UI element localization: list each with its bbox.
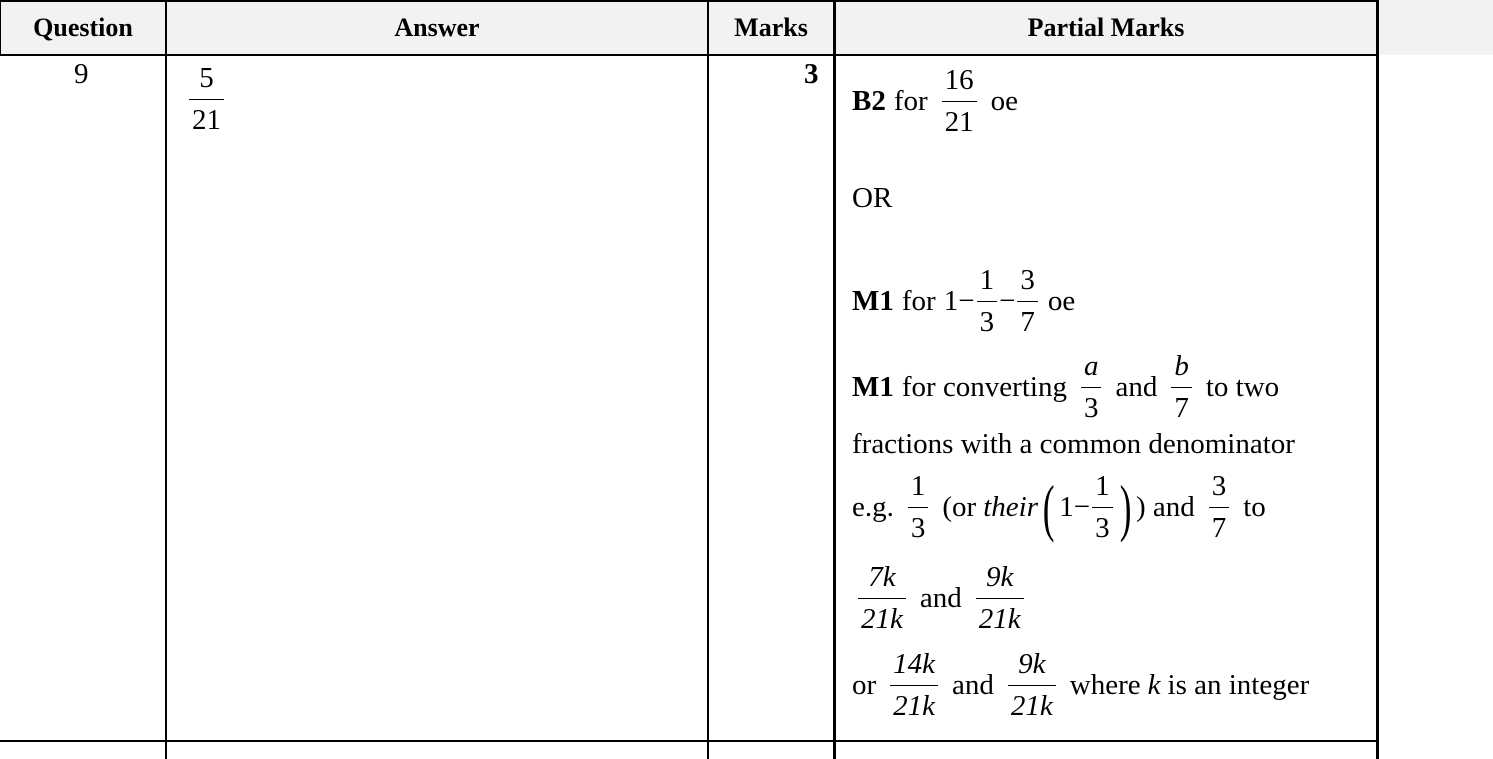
answer-fraction (189, 64, 224, 135)
m1b-f1-num: a (1083, 350, 1099, 382)
k-f1-num: 7k (868, 561, 896, 593)
m1b-f2-num: b (1174, 350, 1189, 382)
eg-fraction-2 (1209, 472, 1230, 543)
col-divider-3 (833, 0, 836, 759)
m1b-f2-den: 7 (1171, 387, 1192, 423)
row-bottom-border (0, 740, 1378, 742)
k-f1-den: 21k (858, 598, 906, 634)
partial-m1b-or-line (852, 650, 1309, 721)
eg-f1-num: 1 (910, 470, 926, 502)
partial-m1b-k-line (852, 563, 1030, 634)
k-f2-num: 9k (986, 561, 1014, 593)
table-right-border (1376, 0, 1379, 759)
inner-fraction (1092, 472, 1113, 543)
b2-fraction (942, 66, 977, 137)
l5-f1-den: 21k (890, 685, 938, 721)
header-question: Question (1, 2, 165, 54)
table-left-border (0, 0, 1, 55)
eg-fraction-1 (908, 472, 929, 543)
inner-num: 1 (1095, 470, 1110, 502)
m1a-code: M1 (852, 285, 894, 317)
l5-is-integer: is an integer (1167, 669, 1310, 701)
b2-num: 16 (944, 64, 974, 96)
m1a-f2-num: 3 (1020, 264, 1035, 296)
m1b-fraction-b (1171, 352, 1192, 423)
header-marks: Marks (709, 2, 833, 54)
m1a-minus-1: − (958, 285, 975, 317)
l5-f2-den: 21k (1008, 685, 1056, 721)
l5-or: or (852, 669, 877, 701)
m1a-lead: 1 (943, 285, 959, 317)
eg-or: (or (942, 491, 977, 523)
m1a-minus-2: − (999, 285, 1016, 317)
m1a-fraction-1 (977, 266, 998, 337)
col-divider-2 (707, 0, 709, 759)
header-partial-marks: Partial Marks (836, 2, 1376, 54)
answer-cell (183, 64, 230, 135)
m1b-code: M1 (852, 371, 894, 403)
l5-fraction-1 (890, 650, 938, 721)
l5-where: where (1069, 669, 1141, 701)
eg-label: e.g. (852, 491, 894, 523)
eg-f2-num: 3 (1211, 470, 1227, 502)
answer-numerator: 5 (199, 62, 214, 94)
b2-den: 21 (942, 101, 977, 137)
b2-for: for (893, 85, 928, 117)
k-fraction-2 (976, 563, 1024, 634)
m1a-for: for (901, 285, 936, 317)
m1b-fraction-a (1081, 352, 1102, 423)
m1a-f1-den: 3 (977, 301, 998, 337)
eg-to: to (1243, 491, 1266, 523)
inner-lead: 1 (1059, 491, 1074, 523)
m1a-f2-den: 7 (1017, 301, 1038, 337)
l5-and: and (952, 669, 994, 701)
l5-f1-num: 14k (893, 648, 936, 680)
l5-f2-num: 9k (1018, 648, 1046, 680)
l5-k: k (1147, 669, 1161, 701)
b2-oe: oe (990, 85, 1019, 117)
partial-m1b-eg-line: e.g. $\frac{1}{3}$ (or their ( 1 − $\frac{1}{3}$ ) ) and $\frac{3}{7}$ to (852, 470, 1266, 544)
m1b-text2: to two (1205, 371, 1280, 403)
m1b-text1: for converting (901, 371, 1067, 403)
left-paren-glyph: ( (1042, 471, 1055, 543)
table-top-border (0, 0, 1378, 2)
marks-value: 3 (804, 58, 819, 90)
eg-f2-den: 7 (1209, 507, 1230, 543)
k-fraction-1 (858, 563, 906, 634)
m1a-f1-num: 1 (979, 264, 995, 296)
eg-their: their (983, 491, 1038, 523)
partial-m1b-line-1 (852, 352, 1279, 423)
inner-den: 3 (1092, 507, 1113, 543)
k-and: and (919, 582, 962, 614)
question-number: 9 (74, 58, 89, 90)
k-f2-den: 21k (976, 598, 1024, 634)
partial-m1a-line (852, 266, 1075, 337)
eg-close-and: ) and (1135, 491, 1195, 523)
header-bottom-border (0, 54, 1378, 56)
b2-code: B2 (852, 85, 886, 117)
col-divider-1 (165, 0, 167, 759)
l5-fraction-2 (1008, 650, 1056, 721)
partial-or: OR (852, 182, 893, 214)
partial-m1b-line-2: fractions with a common denominator (852, 428, 1295, 460)
eg-f1-den: 3 (908, 507, 929, 543)
partial-b2-line (852, 66, 1018, 137)
answer-denominator: 21 (189, 99, 224, 135)
m1a-oe: oe (1047, 285, 1076, 317)
m1a-fraction-2 (1017, 266, 1038, 337)
right-paren-glyph: ) (1119, 471, 1132, 543)
header-answer: Answer (167, 2, 707, 54)
m1b-and: and (1115, 371, 1158, 403)
m1b-f1-den: 3 (1081, 387, 1102, 423)
